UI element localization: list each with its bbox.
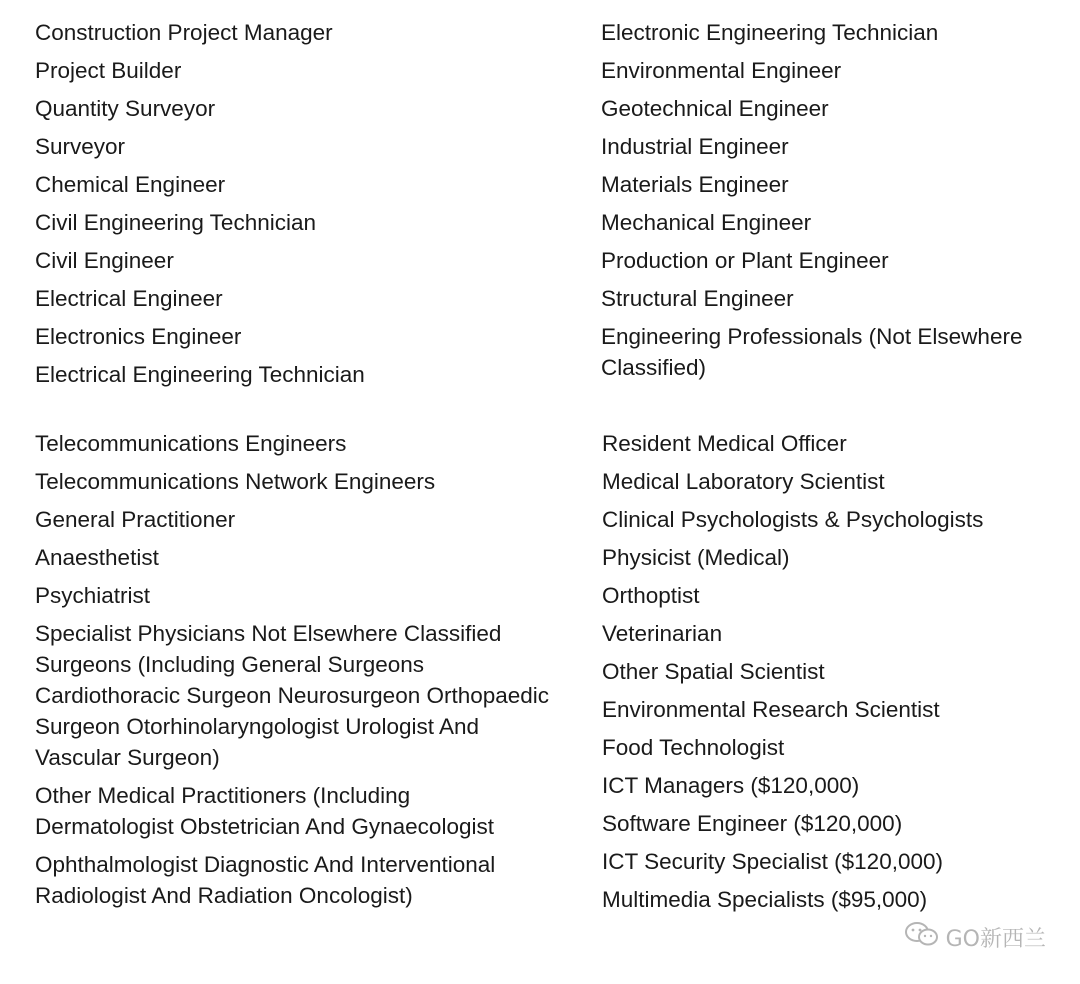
occupation-item: Ophthalmologist Diagnostic And Interventional Radiologist And Radiation Oncologist): [35, 852, 496, 908]
watermark: [904, 920, 1046, 954]
occupation-item: Structural Engineer: [601, 286, 794, 311]
occupation-item: Project Builder: [35, 58, 182, 83]
occupation-item: Other Medical Practitioners (Including Dermatologist Obstetrician And Gynaecologist: [35, 783, 494, 839]
occupation-list-column-3: [35, 428, 555, 918]
occupation-item: Physicist (Medical): [602, 545, 790, 570]
watermark-text: GO新西兰: [945, 926, 1046, 952]
occupation-item: Software Engineer ($120,000): [602, 811, 903, 836]
occupation-item: Other Spatial Scientist: [602, 659, 825, 684]
occupation-item: Food Technologist: [602, 735, 785, 760]
occupation-item: Production or Plant Engineer: [601, 248, 889, 273]
occupation-item: Electronics Engineer: [35, 324, 242, 349]
occupation-item: Medical Laboratory Scientist: [602, 469, 885, 494]
occupation-item: General Practitioner: [35, 507, 236, 532]
occupation-item: Orthoptist: [602, 583, 700, 608]
occupation-item: Engineering Professionals (Not Elsewhere Classified): [601, 324, 1023, 380]
occupation-list-column-1: [35, 17, 555, 397]
occupation-item: Resident Medical Officer: [602, 431, 847, 456]
occupation-item: Electronic Engineering Technician: [601, 20, 939, 45]
occupation-item: ICT Security Specialist ($120,000): [602, 849, 943, 874]
occupation-item: Materials Engineer: [601, 172, 789, 197]
occupation-item: Mechanical Engineer: [601, 210, 812, 235]
occupation-item: Specialist Physicians Not Elsewhere Classified Surgeons (Including General Surgeons Cardiothoracic Surgeon Neurosurgeon Orthopaedic Surgeon Otorhinolaryngologist Urologist And Vascular Surgeon): [35, 621, 550, 770]
occupation-item: Environmental Research Scientist: [602, 697, 940, 722]
occupation-item: Anaesthetist: [35, 545, 159, 570]
occupation-list-column-2: [601, 17, 1061, 390]
occupation-item: ICT Managers ($120,000): [602, 773, 860, 798]
occupation-item: Multimedia Specialists ($95,000): [602, 887, 928, 912]
occupation-item: Civil Engineering Technician: [35, 210, 316, 235]
occupation-item: Construction Project Manager: [35, 20, 333, 45]
occupation-item: Civil Engineer: [35, 248, 174, 273]
occupation-item: Industrial Engineer: [601, 134, 789, 159]
wechat-icon: [904, 920, 946, 954]
occupation-item: Psychiatrist: [35, 583, 151, 608]
occupation-item: Geotechnical Engineer: [601, 96, 829, 121]
occupation-item: Quantity Surveyor: [35, 96, 216, 121]
occupation-item: Electrical Engineering Technician: [35, 362, 365, 387]
occupation-item: Telecommunications Network Engineers: [35, 469, 436, 494]
occupation-item: Chemical Engineer: [35, 172, 226, 197]
occupation-item: Electrical Engineer: [35, 286, 223, 311]
occupation-item: Veterinarian: [602, 621, 723, 646]
occupation-item: Telecommunications Engineers: [35, 431, 347, 456]
occupation-item: Environmental Engineer: [601, 58, 842, 83]
occupation-item: Clinical Psychologists & Psychologists: [602, 507, 984, 532]
occupation-list-column-4: [602, 428, 1062, 922]
occupation-item: Surveyor: [35, 134, 126, 159]
